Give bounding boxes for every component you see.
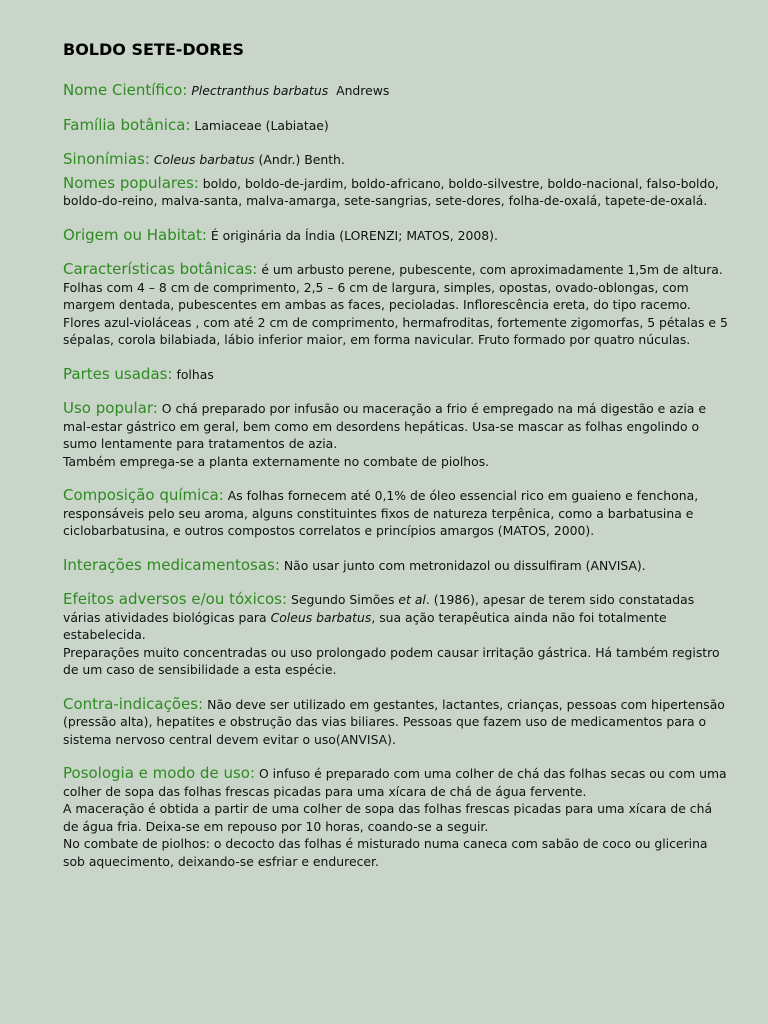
efeitos-text-2: Preparações muito concentradas ou uso prolongado podem causar irritação gástrica. Há também registro de um caso de sensibilidade a esta espécie.	[63, 644, 720, 677]
efeitos-label: Efeitos adversos e/ou tóxicos:	[63, 590, 288, 608]
efeitos-etal: et al	[398, 592, 426, 607]
section-nomes-populares	[63, 175, 728, 210]
interacoes-label: Interações medicamentosas:	[63, 555, 280, 574]
section-uso-popular	[63, 400, 728, 470]
uso-popular-text: O chá preparado por infusão ou maceração a frio é empregado na má digestão e azia e mal-estar gástrico em geral, bem como em desordens hepáticas. Usa-se mascar as folhas engolindo o sumo lentamente para tratamentos de azia.	[63, 401, 706, 451]
section-composicao	[63, 487, 728, 540]
posologia-text-2: A maceração é obtida a partir de uma colher de sopa das folhas frescas picadas para uma xícara de chá de água fria. Deixa-se em repouso por 10 horas, coando-se a seguir.	[63, 801, 713, 834]
efeitos-species: Coleus barbatus	[270, 609, 372, 625]
sinonimias-author: (Andr.) Benth.	[258, 152, 345, 167]
uso-popular-text-2: Também emprega-se a planta externamente no combate de piolhos.	[63, 453, 490, 469]
section-nome-cientifico	[63, 82, 728, 100]
partes-usadas-text: folhas	[176, 366, 214, 382]
nomes-populares-text: boldo, boldo-de-jardim, boldo-africano, boldo-silvestre, boldo-nacional, falso-boldo, boldo-do-reino, malva-santa, malva-amarga, sete-sangrias, sete-dores, folha-de-oxalá, tapete-de-oxalá.	[63, 175, 719, 208]
efeitos-text-c: , sua ação terapêutica ainda não foi totalmente estabelecida.	[63, 609, 667, 642]
efeitos-text-b: . (1986), apesar de terem sido constatadas várias atividades biológicas para	[63, 592, 695, 625]
posologia-text-3: No combate de piolhos: o decocto das folhas é misturado numa caneca com sabão de coco ou glicerina sob aquecimento, deixando-se esfriar e endurecer.	[63, 836, 708, 869]
uso-popular-label: Uso popular:	[63, 399, 158, 417]
contra-indicacoes-label: Contra-indicações:	[63, 694, 204, 713]
contra-indicacoes-text: Não deve ser utilizado em gestantes, lactantes, crianças, pessoas com hipertensão (pressão alta), hepatites e obstrução das vias biliares. Pessoas que fazem uso de medicamentos para o sistema nervoso central devem evitar o uso(ANVISA).	[63, 696, 725, 747]
section-efeitos	[63, 591, 728, 679]
page-title: BOLDO SETE-DORES	[63, 40, 245, 59]
interacoes-text: Não usar junto com metronidazol ou dissulfiram (ANVISA).	[283, 557, 646, 573]
section-posologia	[63, 765, 728, 870]
section-sinonimias	[63, 151, 728, 169]
caracteristicas-label: Características botânicas:	[63, 260, 258, 278]
composicao-label: Composição química:	[63, 486, 224, 504]
posologia-text: O infuso é preparado com uma colher de chá das folhas secas ou com uma colher de sopa das folhas frescas picadas para uma xícara de chá de água fervente.	[63, 766, 727, 799]
partes-usadas-label: Partes usadas:	[63, 364, 173, 383]
section-caracteristicas	[63, 261, 728, 349]
section-origem	[63, 227, 728, 245]
composicao-text: As folhas fornecem até 0,1% de óleo essencial rico em guaieno e fenchona, responsáveis pelo seu aroma, alguns constituintes fixos de natureza terpênica, como a barbatusina e ciclobarbatusina, e outros compostos correlatos e princípios amargos (MATOS, 2000).	[63, 488, 699, 538]
nome-cientifico-label: Nome Científico:	[63, 81, 188, 99]
familia-text: Lamiaceae (Labiatae)	[194, 117, 329, 133]
section-partes-usadas	[63, 366, 728, 384]
familia-label: Família botânica:	[63, 115, 191, 134]
section-contra-indicacoes	[63, 696, 728, 749]
sinonimias-label: Sinonímias:	[63, 150, 150, 168]
origem-text: É originária da Índia (LORENZI; MATOS, 2008).	[210, 227, 498, 243]
origem-label: Origem ou Habitat:	[63, 225, 207, 244]
efeitos-text-a: Segundo Simões	[290, 592, 395, 607]
posologia-label: Posologia e modo de uso:	[63, 764, 255, 782]
nome-cientifico-author: Andrews	[336, 83, 390, 98]
section-familia	[63, 117, 728, 135]
nome-cientifico-species: Plectranthus barbatus	[191, 83, 329, 98]
caracteristicas-text: é um arbusto perene, pubescente, com aproximadamente 1,5m de altura. Folhas com 4 – 8 cm de comprimento, 2,5 – 6 cm de largura, simples, opostas, ovado-oblongas, com margem dentada, pubescentes em ambas as faces, pecioladas. Inflorescência ereta, do tipo racemo. Flores azul-violáceas , com até 2 cm de comprimento, hermafroditas, fortemente zigomorfas, 5 pétalas e 5 sépalas, corola bilabiada, lábio inferior maior, em forma navicular. Fruto formado por quatro núculas.	[63, 262, 728, 347]
sinonimias-species: Coleus barbatus	[153, 152, 255, 167]
section-interacoes	[63, 557, 728, 575]
nomes-populares-label: Nomes populares:	[63, 173, 199, 192]
